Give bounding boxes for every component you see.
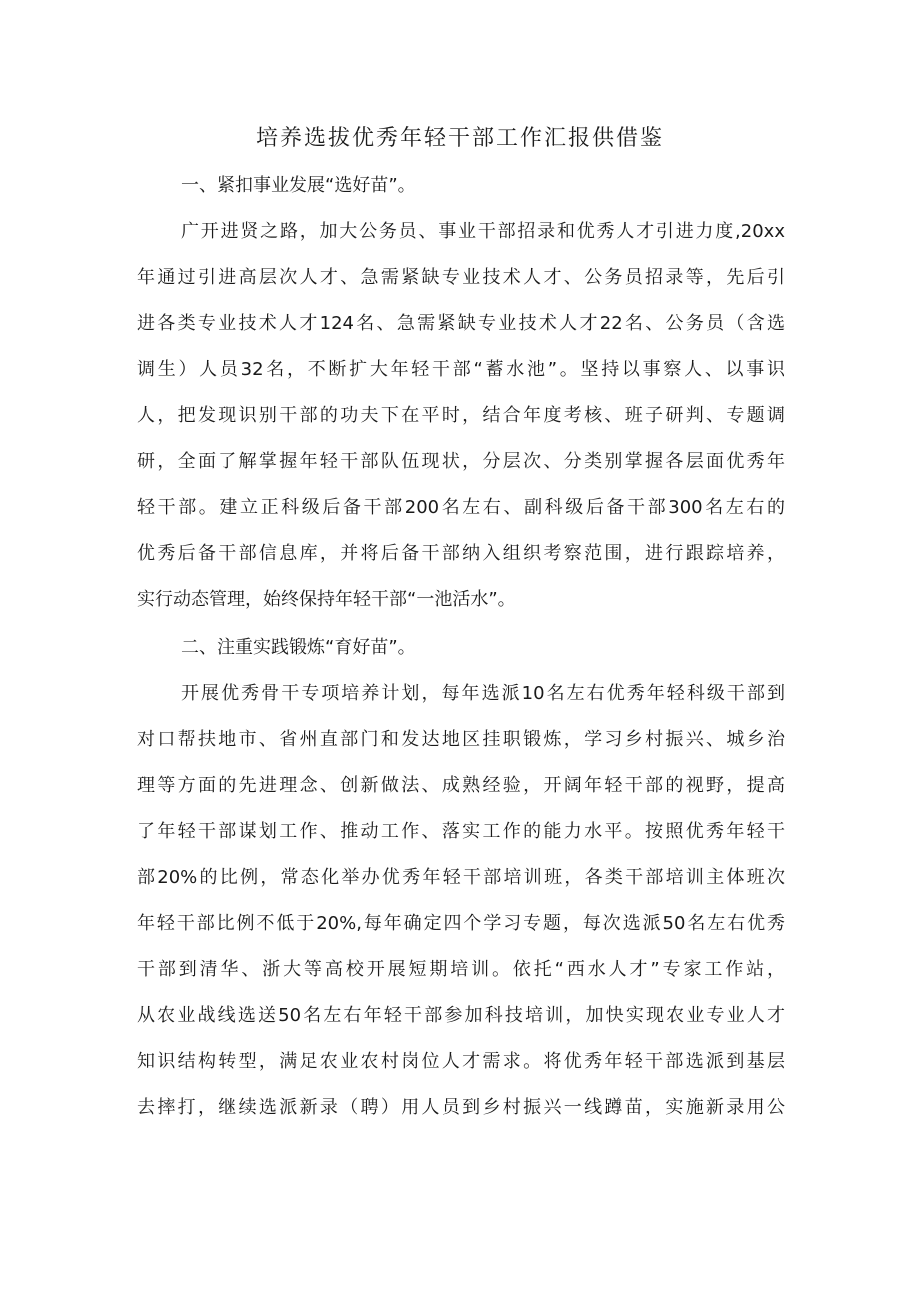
section-heading-2: 二、注重实践锻炼“育好苗”。 bbox=[181, 637, 416, 658]
paragraph-line: 去摔打，继续选派新录（聘）用人员到乡村振兴一线蹲苗，实施新录用公 bbox=[137, 1097, 785, 1118]
section-heading-1: 一、紧扣事业发展“选好苗”。 bbox=[181, 175, 416, 196]
paragraph-line: 年轻干部比例不低于20%,每年确定四个学习专题，每次选派50名左右优秀 bbox=[137, 913, 785, 934]
paragraph-line: 从农业战线选送50名左右年轻干部参加科技培训，加快实现农业专业人才 bbox=[137, 1005, 785, 1026]
paragraph-line: 人，把发现识别干部的功夫下在平时，结合年度考核、班子研判、专题调 bbox=[137, 405, 785, 426]
paragraph-line: 知识结构转型，满足农业农村岗位人才需求。将优秀年轻干部选派到基层 bbox=[137, 1051, 785, 1072]
paragraph-line: 广开进贤之路，加大公务员、事业干部招录和优秀人才引进力度,20xx bbox=[181, 221, 785, 242]
paragraph-line: 干部到清华、浙大等高校开展短期培训。依托“西水人才”专家工作站， bbox=[137, 959, 785, 980]
paragraph-line: 理等方面的先进理念、创新做法、成熟经验，开阔年轻干部的视野，提高 bbox=[137, 775, 785, 796]
paragraph-line: 进各类专业技术人才124名、急需紧缺专业技术人才22名、公务员（含选 bbox=[137, 313, 785, 334]
paragraph-line: 研，全面了解掌握年轻干部队伍现状，分层次、分类别掌握各层面优秀年 bbox=[137, 451, 785, 472]
paragraph-line: 部20%的比例，常态化举办优秀年轻干部培训班，各类干部培训主体班次 bbox=[137, 867, 785, 888]
paragraph-line: 调生）人员32名，不断扩大年轻干部“蓄水池”。坚持以事察人、以事识 bbox=[137, 359, 785, 380]
paragraph-line: 对口帮扶地市、省州直部门和发达地区挂职锻炼，学习乡村振兴、城乡治 bbox=[137, 729, 785, 750]
paragraph-line: 轻干部。建立正科级后备干部200名左右、副科级后备干部300名左右的 bbox=[137, 497, 785, 518]
paragraph-line: 年通过引进高层次人才、急需紧缺专业技术人才、公务员招录等，先后引 bbox=[137, 267, 785, 288]
paragraph-line: 了年轻干部谋划工作、推动工作、落实工作的能力水平。按照优秀年轻干 bbox=[137, 821, 785, 842]
paragraph-line: 优秀后备干部信息库，并将后备干部纳入组织考察范围，进行跟踪培养， bbox=[137, 543, 785, 564]
document-title: 培养选拔优秀年轻干部工作汇报供借鉴 bbox=[255, 126, 664, 151]
paragraph-line: 实行动态管理，始终保持年轻干部“一池活水”。 bbox=[137, 589, 516, 610]
paragraph-line: 开展优秀骨干专项培养计划，每年选派10名左右优秀年轻科级干部到 bbox=[181, 683, 785, 704]
